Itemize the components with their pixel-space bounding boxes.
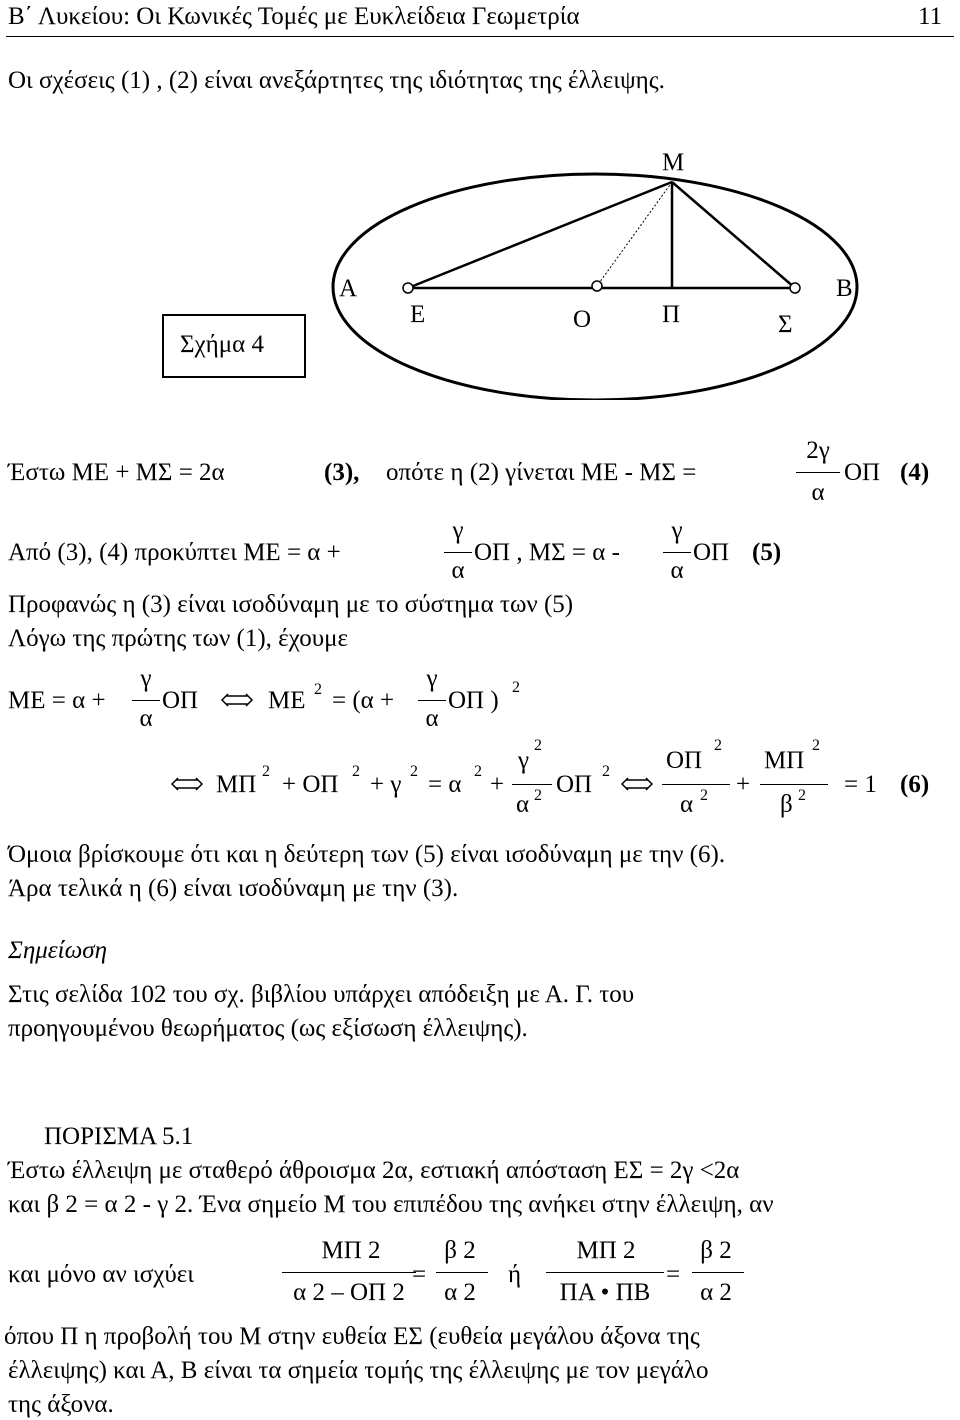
eq6-frac2-num-sq: 2 xyxy=(812,737,820,754)
eq6-eq1: = 1 xyxy=(844,771,877,798)
eq6-g-num-sq: 2 xyxy=(534,737,542,754)
cor-frac2-den: α 2 xyxy=(444,1279,476,1306)
figure-caption: Σχήμα 4 xyxy=(180,331,264,358)
cor-frac3-bar xyxy=(546,1272,664,1273)
eq-me-frac2-den: α xyxy=(425,705,439,732)
eq6-mp: ΜΠ xyxy=(216,771,257,798)
cor-frac4-num: β 2 xyxy=(700,1237,732,1264)
cor-frac4-den: α 2 xyxy=(700,1279,732,1306)
point-O xyxy=(592,281,602,291)
label-O: Ο xyxy=(573,306,592,333)
eq6-frac2-den: β xyxy=(780,791,793,818)
eq6-g-num: γ xyxy=(518,747,530,774)
eq-me-op: ΟΠ xyxy=(162,687,199,714)
eq6-frac1-bar xyxy=(662,784,730,785)
eq6-a-sq: 2 xyxy=(474,763,482,780)
cor-frac1-den: α 2 – ΟΠ 2 xyxy=(293,1279,405,1306)
eq4-frac-bar xyxy=(796,472,840,473)
label-B: Β xyxy=(836,275,853,302)
point-S xyxy=(790,283,800,293)
corollary-line4: έλλειψης) και Α, Β είναι τα σημεία τομής της έλλειψης με τον μεγάλο xyxy=(8,1357,709,1384)
eq6-plus-op: + ΟΠ xyxy=(282,771,339,798)
line-similar: Όμοια βρίσκουμε ότι και η δεύτερη των (5) είναι ισοδύναμη με την (6). xyxy=(8,841,726,868)
eq6-a-den-sq: 2 xyxy=(534,787,542,804)
eq-me-frac-num: γ xyxy=(140,665,152,692)
point-E xyxy=(403,283,413,293)
cor-frac3-num: ΜΠ 2 xyxy=(576,1237,636,1264)
eq-me-eq-open: = (α + xyxy=(332,687,395,714)
corollary-line2: και β 2 = α 2 - γ 2. Ένα σημείο Μ του επιπέδου της ανήκει στην έλλειψη, αν xyxy=(8,1191,774,1218)
eq-me-frac2-num: γ xyxy=(426,665,438,692)
cor-eq1: = xyxy=(412,1261,427,1288)
page-header-title: Β΄ Λυκείου: Οι Κωνικές Τομές με Ευκλείδεια Γεωμετρία xyxy=(8,3,580,30)
note-line2: προηγουμένου θεωρήματος (ως εξίσωση έλλειψης). xyxy=(8,1015,528,1042)
eq4-middle: οπότε η (2) γίνεται ΜΕ - ΜΣ = xyxy=(386,459,697,486)
eq5-frac1-bar xyxy=(444,552,472,553)
eq-me-op2: ΟΠ ) xyxy=(448,687,499,714)
eq5-frac1-num: γ xyxy=(452,517,464,544)
eq6-op: ΟΠ xyxy=(556,771,593,798)
line-first-of-1: Λόγω της πρώτης των (1), έχουμε xyxy=(8,625,349,652)
eq6-frac0-bar xyxy=(512,784,552,785)
eq6-frac1-den: α xyxy=(680,791,694,818)
cor-frac2-bar xyxy=(436,1272,488,1273)
label-A: Α xyxy=(339,275,358,302)
cor-frac1-num: ΜΠ 2 xyxy=(321,1237,381,1264)
cor-frac1-bar xyxy=(282,1272,416,1273)
eq4-op: ΟΠ xyxy=(844,459,881,486)
corollary-title: ΠΟΡΙΣΜΑ 5.1 xyxy=(44,1123,194,1150)
label-M: Μ xyxy=(662,149,685,176)
eq4-frac-den: α xyxy=(811,479,825,506)
eq6-ref: (6) xyxy=(900,771,930,798)
eq6-plus: + xyxy=(490,771,505,798)
iff-arrow-1 xyxy=(220,690,254,710)
cor-eq2: = xyxy=(666,1261,681,1288)
eq6-g-sq: 2 xyxy=(410,763,418,780)
corollary-if-only: και μόνο αν ισχύει xyxy=(8,1261,194,1288)
eq6-frac2-bar xyxy=(760,784,828,785)
header-rule xyxy=(6,36,954,37)
eq-me-me: ΜΕ xyxy=(268,687,306,714)
eq-me-sq: 2 xyxy=(314,681,322,698)
page-number: 11 xyxy=(918,3,943,30)
eq5-mid: ΟΠ , ΜΣ = α - xyxy=(474,539,620,566)
eq4-frac-num: 2γ xyxy=(806,437,830,464)
eq-me-frac-den: α xyxy=(139,705,153,732)
eq6-eq-a: = α xyxy=(428,771,462,798)
eq-me-sq2: 2 xyxy=(512,679,520,696)
eq6-frac1-num: ΟΠ xyxy=(666,747,703,774)
label-E: Ε xyxy=(410,301,426,328)
eq-me-frac2-bar xyxy=(418,700,446,701)
label-S: Σ xyxy=(778,311,793,338)
eq5-end: ΟΠ xyxy=(693,539,730,566)
eq4-ref: (4) xyxy=(900,459,930,486)
line-equivalence: Προφανώς η (3) είναι ισοδύναμη με το σύστημα των (5) xyxy=(8,591,574,618)
eq6-frac1-den-sq: 2 xyxy=(700,787,708,804)
corollary-line5: της άξονα. xyxy=(8,1391,114,1418)
eq6-plus-g: + γ xyxy=(370,771,402,798)
segment-MS xyxy=(672,182,795,288)
eq5-frac2-den: α xyxy=(670,557,684,584)
eq5-frac2-bar xyxy=(663,552,691,553)
cor-frac3-den: ΠΑ • ΠΒ xyxy=(559,1279,651,1306)
eq6-frac1-num-sq: 2 xyxy=(714,737,722,754)
intro-text: Οι σχέσεις (1) , (2) είναι ανεξάρτητες της ιδιότητας της έλλειψης. xyxy=(8,67,665,94)
eq-me-left: ΜΕ = α + xyxy=(8,687,106,714)
eq4-ref3: (3), xyxy=(324,459,360,486)
eq6-frac2-den-sq: 2 xyxy=(798,787,806,804)
iff-arrow-2 xyxy=(170,774,204,794)
eq6-op-sq: 2 xyxy=(352,763,360,780)
eq4-prefix: Έστω ΜΕ + ΜΣ = 2α xyxy=(8,459,225,486)
note-title: Σημείωση xyxy=(8,937,107,964)
eq5-ref: (5) xyxy=(752,539,782,566)
line-therefore: Άρα τελικά η (6) είναι ισοδύναμη με την (3). xyxy=(8,875,459,902)
eq5-prefix: Από (3), (4) προκύπτει ΜΕ = α + xyxy=(8,539,341,566)
ellipse-figure xyxy=(0,140,960,400)
eq6-plus2: + xyxy=(736,771,751,798)
eq6-frac2-num: ΜΠ xyxy=(764,747,805,774)
label-P: Π xyxy=(662,301,681,328)
eq6-mp-sq: 2 xyxy=(262,763,270,780)
eq6-a-den: α xyxy=(516,791,530,818)
eq-me-frac-bar xyxy=(132,700,160,701)
cor-or: ή xyxy=(508,1261,522,1288)
iff-arrow-3 xyxy=(620,774,654,794)
corollary-line1: Έστω έλλειψη με σταθερό άθροισμα 2α, εστιακή απόσταση ΕΣ = 2γ <2α xyxy=(8,1157,740,1184)
segment-ME xyxy=(408,182,672,288)
eq5-frac1-den: α xyxy=(451,557,465,584)
note-line1: Στις σελίδα 102 του σχ. βιβλίου υπάρχει απόδειξη με Α. Γ. του xyxy=(8,981,635,1008)
eq6-op2-sq: 2 xyxy=(602,763,610,780)
eq5-frac2-num: γ xyxy=(671,517,683,544)
cor-frac4-bar xyxy=(692,1272,744,1273)
cor-frac2-num: β 2 xyxy=(444,1237,476,1264)
corollary-line3: όπου Π η προβολή του Μ στην ευθεία ΕΣ (ευθεία μεγάλου άξονα της xyxy=(4,1323,700,1350)
